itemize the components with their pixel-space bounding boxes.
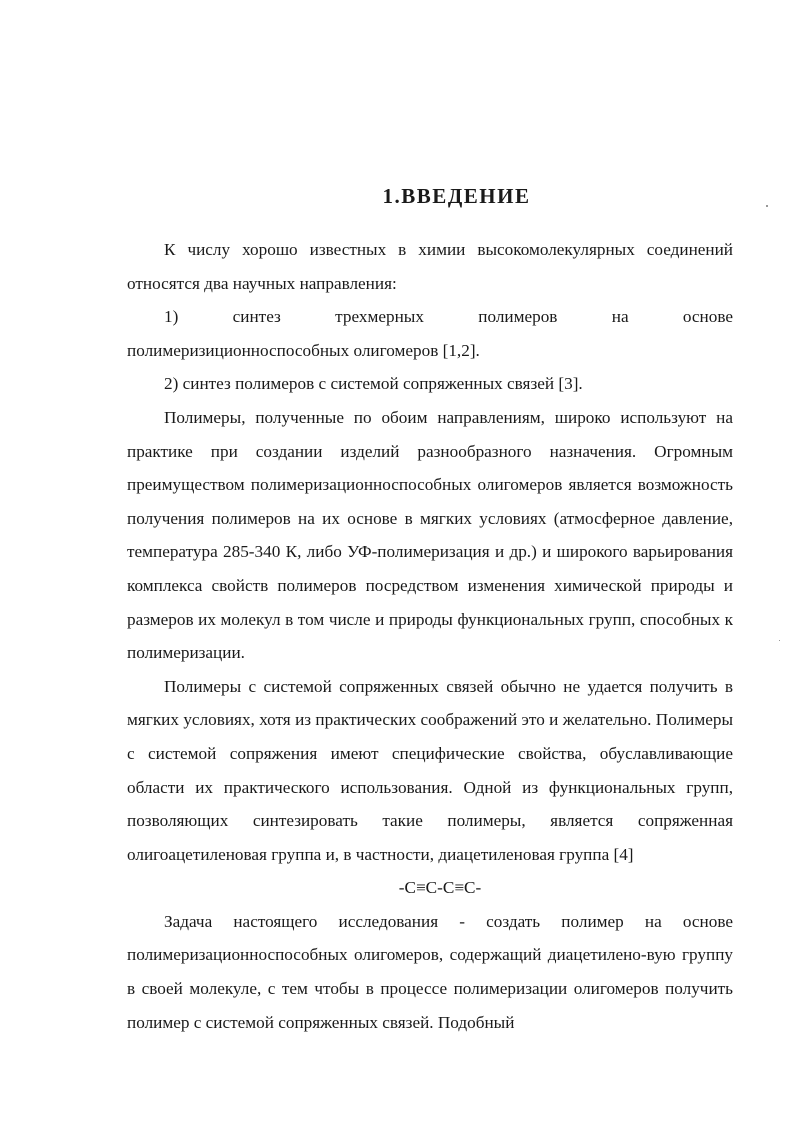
list-item-1: 1) синтез трехмерных полимеров на основе xyxy=(164,307,733,327)
document-body xyxy=(127,233,733,1039)
scan-speck xyxy=(766,205,768,207)
paragraph-intro: К числу хорошо известных в химии высокомолекулярных соединений относятся два научных направления: xyxy=(127,240,733,293)
list-item-2: 2) синтез полимеров с системой сопряженных связей [3]. xyxy=(164,374,583,394)
scan-speck xyxy=(779,640,780,641)
paragraph-4: Полимеры с системой сопряженных связей обычно не удается получить в мягких условиях, хотя из практических соображений это и желательно. Полимеры с системой сопряжения имеют специфические свойства, обуславливающие области их практического использования. Одной из функциональных групп, позволяющих синтезировать такие полимеры, является сопряженная олигоацетиленовая группа и, в частности, диацетиленовая группа [4] xyxy=(127,676,733,864)
list-item-1-continuation: полимеризиционноспособных олигомеров [1,2]. xyxy=(127,340,480,360)
section-heading: 1.ВВЕДЕНИЕ xyxy=(382,184,531,208)
paragraph-5: Задача настоящего исследования - создать полимер на основе полимеризационноспособных олигомеров, содержащий диацетилено-вую группу в своей молекуле, с тем чтобы в процессе полимеризации олигомеров получить полимер с системой сопряженных связей. Подобный xyxy=(127,911,733,1032)
chemical-formula: -C≡C-C≡C- xyxy=(398,878,482,898)
paragraph-3: Полимеры, полученные по обоим направлениям, широко используют на практике при создании изделий разнообразного назначения. Огромным преимуществом полимеризационноспособных олигомеров является возможность получения полимеров на их основе в мягких условиях (атмосферное давление, температура 285-340 К, либо УФ-полимеризация и др.) и широкого варьирования комплекса свойств полимеров посредством изменения химической природы и размеров их молекул в том числе и природы функциональных групп, способных к полимеризации. xyxy=(127,407,733,663)
